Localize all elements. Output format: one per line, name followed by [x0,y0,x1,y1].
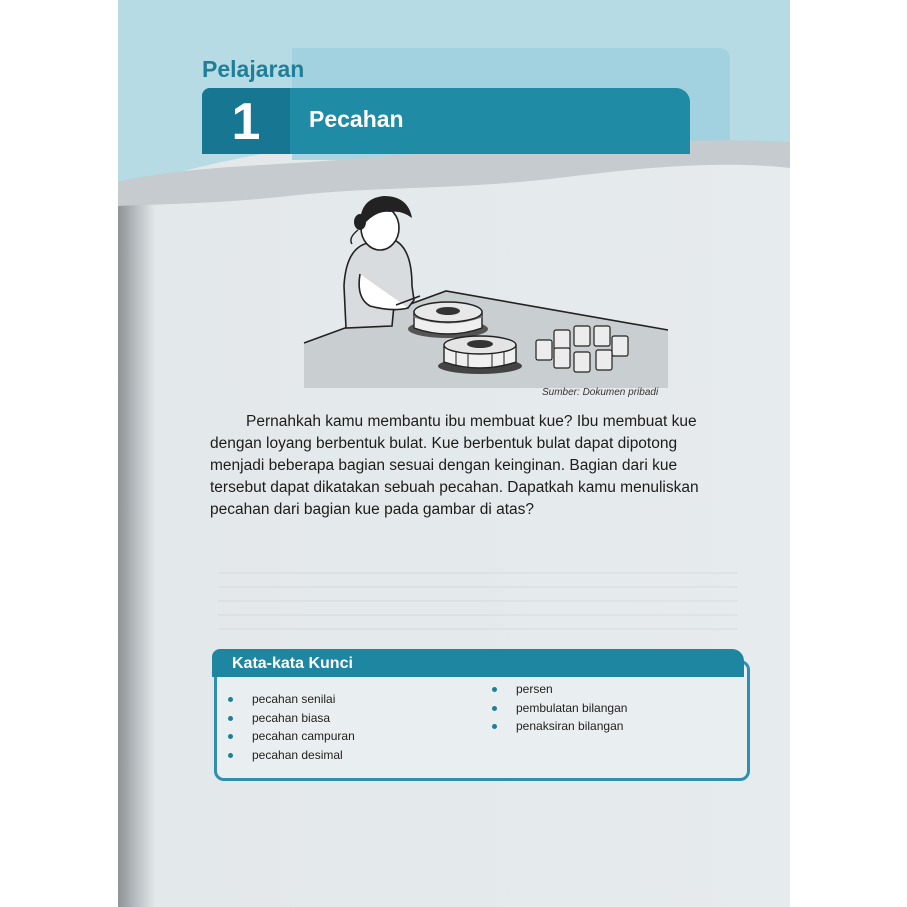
figure-caption: Sumber: Dokumen pribadi [542,387,659,398]
keyword-item [226,709,355,728]
bullet-icon [228,697,233,702]
whole-cake [408,302,488,338]
cake-cutting-illustration [296,188,671,388]
keyword-item [226,727,355,746]
keywords-left-list [226,690,355,764]
lesson-title-bar [202,88,690,154]
keyword-label: pembulatan bilangan [516,700,628,715]
woman-figure [344,196,420,328]
keyword-item [226,746,355,765]
show-through-text [218,560,738,630]
lesson-number: 1 [202,88,290,154]
keyword-label: pecahan desimal [252,747,343,762]
keyword-item [490,699,627,718]
cut-cake [438,336,522,374]
keyword-label: penaksiran bilangan [516,719,624,733]
keyword-item [490,717,627,736]
lesson-title: Pecahan [309,106,404,132]
keyword-item [226,690,355,709]
bullet-icon [492,724,497,729]
background-left [0,0,118,907]
keyword-label: pecahan campuran [252,729,355,743]
keyword-label: persen [516,682,553,696]
keywords-right-list [490,680,627,736]
lesson-label: Pelajaran [202,56,305,82]
bullet-icon [228,716,233,721]
keyword-item [490,680,627,699]
bullet-icon [492,706,497,711]
bullet-icon [228,753,233,758]
keywords-title: Kata-kata Kunci [232,655,353,672]
background-right [790,0,907,907]
keyword-label: pecahan biasa [252,710,331,725]
bullet-icon [492,687,497,692]
keywords-header [212,649,744,677]
intro-paragraph: Pernahkah kamu membantu ibu membuat kue? Ibu membuat kue dengan loyang berbentuk bulat. Kue berbentuk bulat dapat dipotong menjadi beberapa bagian sesuai dengan keinginan. Bagian dari kue tersebut dapat dikatakan sebuah pecahan. Dapatkah kamu menuliskan pecahan dari bagian kue pada gambar di atas? [210,413,699,518]
keyword-label: pecahan senilai [252,692,336,706]
book-page [118,0,790,907]
bullet-icon [228,734,233,739]
